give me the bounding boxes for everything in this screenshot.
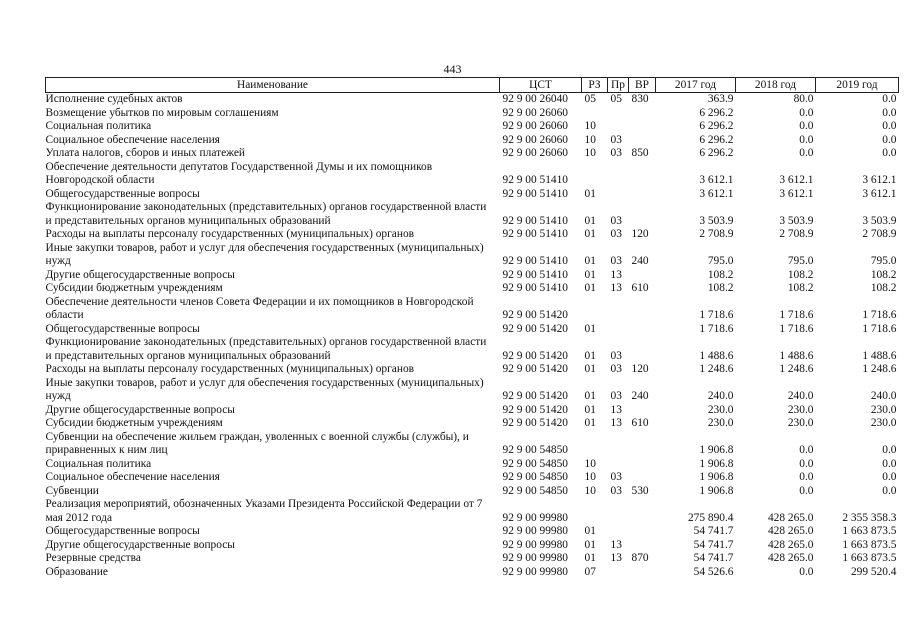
header-cst: ЦСТ [500,78,582,93]
cell-y2019: 1 663 873.5 [842,552,897,564]
cell-cst: 92 9 00 54850 [502,444,568,456]
cell-y2018: 0.0 [799,133,814,146]
cell-y2019: 0.0 [882,444,897,456]
cell-cst: 92 9 00 51420 [502,403,568,416]
cell-vr: 240 [631,390,649,402]
cell-y2019: 2 355 358.3 [842,511,897,524]
cell-rz: 01 [584,349,596,362]
cell-y2018: 108.2 [787,268,814,281]
cell-vr [629,107,656,121]
header-rz: РЗ [582,78,608,93]
cell-vr [629,120,656,134]
header-vr: ВР [629,78,656,93]
cell-cst: 92 9 00 51410 [502,187,568,200]
cell-y2019: 0.0 [882,93,897,105]
cell-y2018: 0.0 [799,147,814,159]
cell-name: Другие общегосударственные вопросы [45,268,235,281]
cell-y2017: 275 890.4 [687,511,734,524]
cell-y2018: 230.0 [787,403,814,416]
cell-y2018: 0.0 [799,444,814,456]
table-body [46,93,899,580]
cell-pr: 03 [610,255,622,267]
table-row [46,134,899,148]
cell-name: Обеспечение деятельности членов Совета Федерации и их помощников в Новгородской области [45,295,474,321]
cell-name: Общегосударственные вопросы [45,322,200,335]
cell-y2018: 1 718.6 [779,309,814,321]
cell-y2018: 1 488.6 [779,349,814,362]
cell-rz: 01 [584,228,596,240]
cell-vr [629,323,656,337]
cell-y2018: 0.0 [799,471,814,483]
cell-y2018: 3 612.1 [779,174,814,186]
table-row [46,282,899,296]
table-row [46,404,899,418]
table-row [46,498,899,525]
cell-name: Возмещение убытков по мировым соглашениям [45,106,279,119]
cell-name: Функционирование законодательных (представительных) органов государственной власти и представительных органов муниципальных образований [45,336,487,362]
cell-name: Иные закупки товаров, работ и услуг для обеспечения государственных (муниципальных) нужд [45,376,484,402]
cell-y2017: 230.0 [707,417,734,429]
cell-vr: 610 [631,282,649,294]
cell-pr: 13 [610,282,622,294]
cell-rz [582,107,608,121]
cell-y2017: 795.0 [707,255,734,267]
cell-y2018: 80.0 [793,93,814,105]
cell-cst: 92 9 00 51410 [502,214,568,227]
cell-y2019: 0.0 [882,471,897,483]
cell-y2019: 1 718.6 [862,309,897,321]
cell-name: Другие общегосударственные вопросы [45,403,235,416]
cell-vr: 610 [631,417,649,429]
cell-y2018: 1 718.6 [779,322,814,335]
cell-pr: 13 [610,538,622,551]
cell-y2019: 3 503.9 [862,214,897,227]
cell-rz: 01 [584,268,596,281]
cell-rz: 10 [584,484,596,497]
cell-pr: 03 [610,390,622,402]
table-row [46,566,899,580]
cell-y2019: 0.0 [882,133,897,146]
cell-cst: 92 9 00 51420 [502,363,568,375]
cell-y2019: 2 708.9 [862,228,897,240]
cell-cst: 92 9 00 54850 [502,484,568,497]
cell-rz: 01 [584,538,596,551]
table-row [46,336,899,363]
cell-y2018: 428 265.0 [767,552,814,564]
cell-y2019: 230.0 [870,403,897,416]
cell-vr [629,431,656,458]
cell-pr: 03 [610,214,622,227]
cell-y2017: 240.0 [707,390,734,402]
cell-y2017: 1 906.8 [699,484,734,497]
table-row [46,458,899,472]
cell-y2017: 108.2 [707,268,734,281]
cell-cst: 92 9 00 51420 [502,390,568,402]
cell-name: Исполнение судебных актов [45,93,183,105]
cell-y2019: 108.2 [870,268,897,281]
cell-y2018: 0.0 [799,457,814,470]
cell-pr [608,323,629,337]
cell-name: Реализация мероприятий, обозначенных Указами Президента Российской Федерации от 7 мая 2012 года [45,498,483,524]
cell-pr [608,120,629,134]
cell-vr [629,161,656,188]
cell-cst: 92 9 00 51420 [502,322,568,335]
table-row [46,269,899,283]
table-row [46,296,899,323]
cell-y2018: 0.0 [799,120,814,132]
cell-pr: 03 [610,349,622,362]
cell-pr: 03 [610,133,622,146]
cell-y2018: 428 265.0 [767,538,814,551]
table-row [46,552,899,566]
page-number: 443 [443,62,462,76]
table-row [46,201,899,228]
cell-y2018: 2 708.9 [779,228,814,240]
cell-rz: 01 [584,187,596,200]
cell-y2017: 6 296.2 [699,120,734,132]
cell-y2019: 1 663 873.5 [842,538,897,551]
cell-cst: 92 9 00 26060 [502,133,568,146]
cell-vr: 830 [631,93,649,105]
cell-vr [629,498,656,525]
cell-vr [629,525,656,539]
cell-cst: 92 9 00 54850 [502,457,568,470]
cell-y2019: 1 488.6 [862,349,897,362]
cell-vr [629,269,656,283]
cell-rz: 07 [584,565,596,578]
cell-y2018: 0.0 [799,565,814,578]
cell-name: Обеспечение деятельности депутатов Государственной Думы и их помощников Новгородской области [45,160,433,186]
cell-cst: 92 9 00 51410 [502,268,568,281]
cell-y2019: 0.0 [882,457,897,470]
cell-y2019: 1 663 873.5 [842,525,897,537]
cell-y2019: 0.0 [882,106,897,119]
cell-pr: 13 [610,268,622,281]
cell-name: Функционирование законодательных (представительных) органов государственной власти и представительных органов муниципальных образований [45,201,487,227]
cell-y2017: 1 248.6 [699,363,734,375]
table-row [46,188,899,202]
cell-y2017: 54 741.7 [693,538,734,551]
cell-y2017: 1 906.8 [699,471,734,483]
cell-rz: 01 [584,552,596,564]
cell-cst: 92 9 00 99980 [502,525,568,537]
cell-y2017: 1 488.6 [699,349,734,362]
cell-y2018: 0.0 [799,106,814,119]
cell-pr [608,498,629,525]
cell-vr [629,566,656,580]
cell-rz: 01 [584,417,596,429]
cell-pr: 03 [610,228,622,240]
cell-name: Субсидии бюджетным учреждениям [45,417,223,429]
cell-y2019: 0.0 [882,147,897,159]
table-row [46,525,899,539]
table-header-row [46,78,899,93]
cell-rz: 10 [584,457,596,470]
table-row [46,120,899,134]
cell-y2017: 6 296.2 [699,133,734,146]
cell-name: Уплата налогов, сборов и иных платежей [45,147,245,159]
cell-y2018: 3 503.9 [779,214,814,227]
cell-y2018: 240.0 [787,390,814,402]
table-row [46,431,899,458]
cell-pr [608,525,629,539]
cell-cst: 92 9 00 26040 [502,93,568,105]
table-row [46,228,899,242]
cell-name: Расходы на выплаты персоналу государственных (муниципальных) органов [45,363,415,375]
table-row [46,417,899,431]
cell-pr: 03 [610,471,622,483]
cell-y2017: 3 612.1 [699,187,734,200]
cell-y2017: 1 906.8 [699,457,734,470]
cell-vr: 850 [631,147,649,159]
cell-pr [608,458,629,472]
cell-name: Общегосударственные вопросы [45,187,200,200]
table-row [46,323,899,337]
table-row [46,107,899,121]
cell-y2017: 6 296.2 [699,106,734,119]
cell-y2017: 54 526.6 [693,565,734,578]
cell-y2019: 0.0 [882,120,897,132]
cell-vr: 870 [631,552,649,564]
table-row [46,471,899,485]
cell-pr: 13 [610,417,622,429]
cell-y2019: 1 248.6 [862,363,897,375]
cell-y2019: 108.2 [870,282,897,294]
cell-cst: 92 9 00 26060 [502,147,568,159]
cell-cst: 92 9 00 51410 [502,228,568,240]
cell-vr [629,188,656,202]
cell-rz: 10 [584,120,596,132]
cell-pr: 13 [610,552,622,564]
cell-y2017: 1 906.8 [699,444,734,456]
cell-pr: 03 [610,363,622,375]
cell-cst: 92 9 00 99980 [502,538,568,551]
cell-y2017: 1 718.6 [699,322,734,335]
cell-rz: 05 [584,93,596,105]
cell-y2019: 1 718.6 [862,322,897,335]
cell-pr [608,296,629,323]
cell-y2017: 2 708.9 [699,228,734,240]
cell-name: Другие общегосударственные вопросы [45,538,235,551]
cell-rz [582,161,608,188]
cell-name: Резервные средства [45,552,141,564]
header-2017: 2017 год [656,78,736,93]
cell-y2017: 3 612.1 [699,174,734,186]
cell-rz [582,498,608,525]
cell-y2017: 3 503.9 [699,214,734,227]
cell-vr [629,296,656,323]
cell-y2017: 1 718.6 [699,309,734,321]
cell-rz: 10 [584,133,596,146]
cell-rz: 01 [584,214,596,227]
table-row [46,377,899,404]
cell-name: Субвенции на обеспечение жильем граждан, уволенных с военной службы (службы), и приравненных к ним лиц [45,430,469,456]
cell-y2019: 240.0 [870,390,897,402]
table-row [46,161,899,188]
cell-rz [582,296,608,323]
cell-pr [608,566,629,580]
cell-y2019: 0.0 [882,484,897,497]
cell-name: Образование [45,565,108,578]
cell-y2018: 1 248.6 [779,363,814,375]
cell-pr: 03 [610,147,622,159]
cell-cst: 92 9 00 51410 [502,174,568,186]
cell-vr [629,458,656,472]
cell-y2018: 428 265.0 [767,511,814,524]
cell-pr: 05 [610,93,622,105]
cell-y2018: 3 612.1 [779,187,814,200]
cell-vr: 120 [631,363,649,375]
cell-y2017: 54 741.7 [693,552,734,564]
cell-vr [629,134,656,148]
cell-vr: 530 [631,484,649,497]
cell-y2017: 108.2 [707,282,734,294]
header-pr: Пр [608,78,629,93]
cell-cst: 92 9 00 51420 [502,417,568,429]
cell-cst: 92 9 00 51420 [502,349,568,362]
cell-name: Общегосударственные вопросы [45,525,200,537]
cell-pr [608,431,629,458]
table-row [46,539,899,553]
cell-cst: 92 9 00 99980 [502,552,568,564]
table-row [46,147,899,161]
cell-name: Социальное обеспечение населения [45,133,220,146]
header-2018: 2018 год [736,78,816,93]
cell-y2017: 230.0 [707,403,734,416]
cell-y2017: 54 741.7 [693,525,734,537]
cell-name: Социальная политика [45,457,152,470]
table-row [46,93,899,107]
cell-cst: 92 9 00 54850 [502,471,568,483]
cell-name: Социальное обеспечение населения [45,471,220,483]
cell-rz: 10 [584,147,596,159]
header-2019: 2019 год [816,78,899,93]
cell-pr [608,161,629,188]
cell-y2018: 230.0 [787,417,814,429]
cell-y2018: 108.2 [787,282,814,294]
table-row [46,485,899,499]
cell-name: Социальная политика [45,120,152,132]
cell-rz: 01 [584,363,596,375]
cell-y2019: 795.0 [870,255,897,267]
cell-rz: 01 [584,403,596,416]
cell-rz: 01 [584,390,596,402]
cell-vr [629,471,656,485]
cell-cst: 92 9 00 51410 [502,282,568,294]
cell-y2019: 3 612.1 [862,174,897,186]
cell-cst: 92 9 00 51420 [502,309,568,321]
cell-vr [629,539,656,553]
table-row [46,242,899,269]
cell-y2017: 363.9 [707,93,734,105]
cell-name: Иные закупки товаров, работ и услуг для обеспечения государственных (муниципальных) нужд [45,241,484,267]
cell-name: Расходы на выплаты персоналу государственных (муниципальных) органов [45,228,415,240]
cell-vr: 240 [631,255,649,267]
cell-y2018: 428 265.0 [767,525,814,537]
cell-cst: 92 9 00 26060 [502,120,568,132]
cell-y2018: 0.0 [799,484,814,497]
cell-pr: 03 [610,484,622,497]
cell-rz: 01 [584,255,596,267]
cell-vr [629,404,656,418]
cell-pr [608,188,629,202]
cell-rz: 01 [584,525,596,537]
cell-vr [629,201,656,228]
cell-y2019: 3 612.1 [862,187,897,200]
cell-y2019: 299 520.4 [850,565,897,578]
cell-pr: 13 [610,403,622,416]
cell-cst: 92 9 00 99980 [502,565,568,578]
cell-y2018: 795.0 [787,255,814,267]
cell-rz: 10 [584,471,596,483]
cell-y2019: 230.0 [870,417,897,429]
cell-y2017: 6 296.2 [699,147,734,159]
table-row [46,363,899,377]
cell-rz [582,431,608,458]
cell-cst: 92 9 00 99980 [502,511,568,524]
cell-cst: 92 9 00 51410 [502,255,568,267]
cell-name: Субвенции [45,484,99,497]
budget-table [45,77,899,579]
cell-vr [629,336,656,363]
cell-vr: 120 [631,228,649,240]
cell-cst: 92 9 00 26060 [502,106,568,119]
header-name: Наименование [46,78,500,93]
cell-rz: 01 [584,322,596,335]
cell-rz: 01 [584,282,596,294]
cell-pr [608,107,629,121]
cell-name: Субсидии бюджетным учреждениям [45,282,223,294]
